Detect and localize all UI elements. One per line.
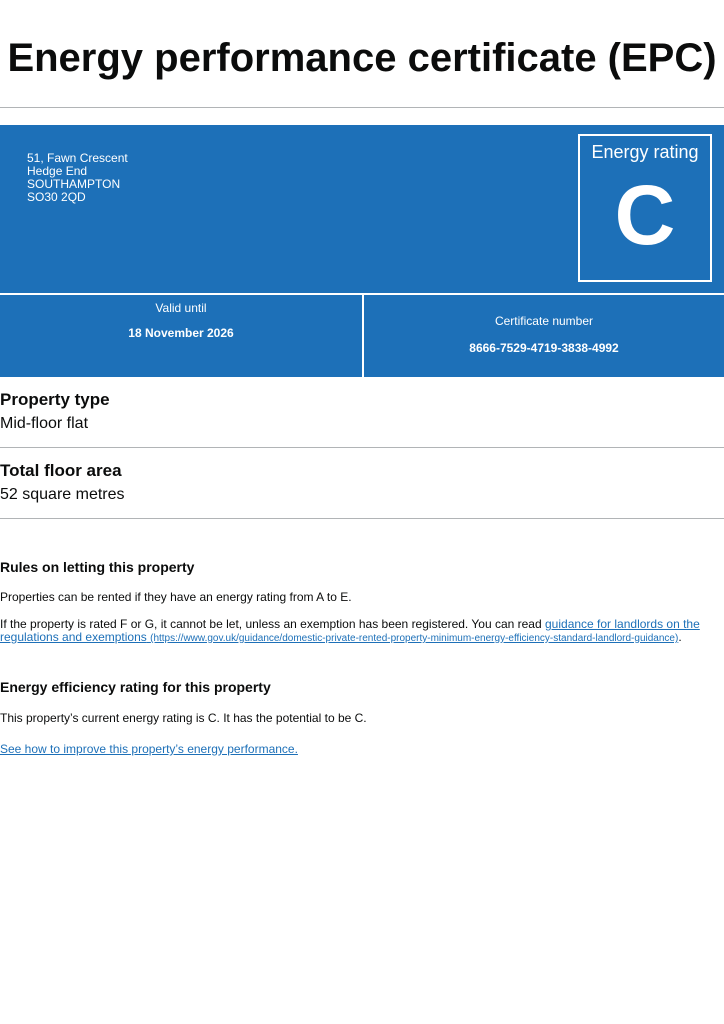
certificate-number-label: Certificate number [494, 314, 594, 328]
letting-rules-heading: Rules on letting this property [0, 559, 195, 575]
property-type-value: Mid-floor flat [0, 415, 89, 432]
energy-rating-box [578, 134, 712, 282]
energy-rating-letter: C [614, 168, 676, 262]
efficiency-rating-paragraph: This property’s current energy rating is C. It has the potential to be C. [0, 711, 367, 725]
energy-rating-label: Energy rating [591, 142, 699, 162]
certificate-number-value: 8666-7529-4719-3838-4992 [469, 341, 619, 355]
improve-performance-link[interactable]: See how to improve this property’s energy performance. [0, 742, 298, 756]
valid-until-date: 18 November 2026 [128, 326, 234, 340]
floor-area-value: 52 square metres [0, 486, 125, 503]
property-type-divider [0, 447, 724, 448]
valid-until-cell [0, 295, 362, 377]
title-divider [0, 107, 724, 108]
certificate-details-band [0, 295, 724, 377]
page-title: Energy performance certificate (EPC) [7, 36, 717, 80]
property-address [27, 152, 128, 204]
property-type-label: Property type [0, 390, 110, 409]
landlord-guidance-url: (https://www.gov.uk/guidance/domestic-private-rented-property-minimum-energy-efficiency-standard-landlord-guidance) [150, 633, 679, 644]
header-band [0, 125, 724, 293]
landlord-guidance-link-text: guidance for landlords on the regulations and exemptions [0, 617, 700, 644]
address-line-2: Hedge End [27, 164, 88, 178]
floor-area-divider [0, 518, 724, 519]
floor-area-label: Total floor area [0, 461, 122, 480]
letting-rules-paragraph-1: Properties can be rented if they have an energy rating from A to E. [0, 590, 352, 604]
letting-rules-paragraph-2-text: If the property is rated F or G, it cannot be let, unless an exemption has been registered. You can read [0, 617, 545, 631]
certificate-number-cell [364, 295, 724, 377]
valid-until-label: Valid until [155, 301, 207, 315]
efficiency-rating-heading: Energy efficiency rating for this property [0, 679, 271, 695]
address-postcode: SO30 2QD [27, 190, 86, 204]
letting-rules-paragraph-2 [0, 618, 724, 645]
address-line-1: 51, Fawn Crescent [27, 151, 128, 165]
improve-performance-paragraph [0, 743, 724, 756]
address-line-3: SOUTHAMPTON [27, 177, 121, 191]
letting-rules-paragraph-2-end: . [678, 630, 682, 644]
